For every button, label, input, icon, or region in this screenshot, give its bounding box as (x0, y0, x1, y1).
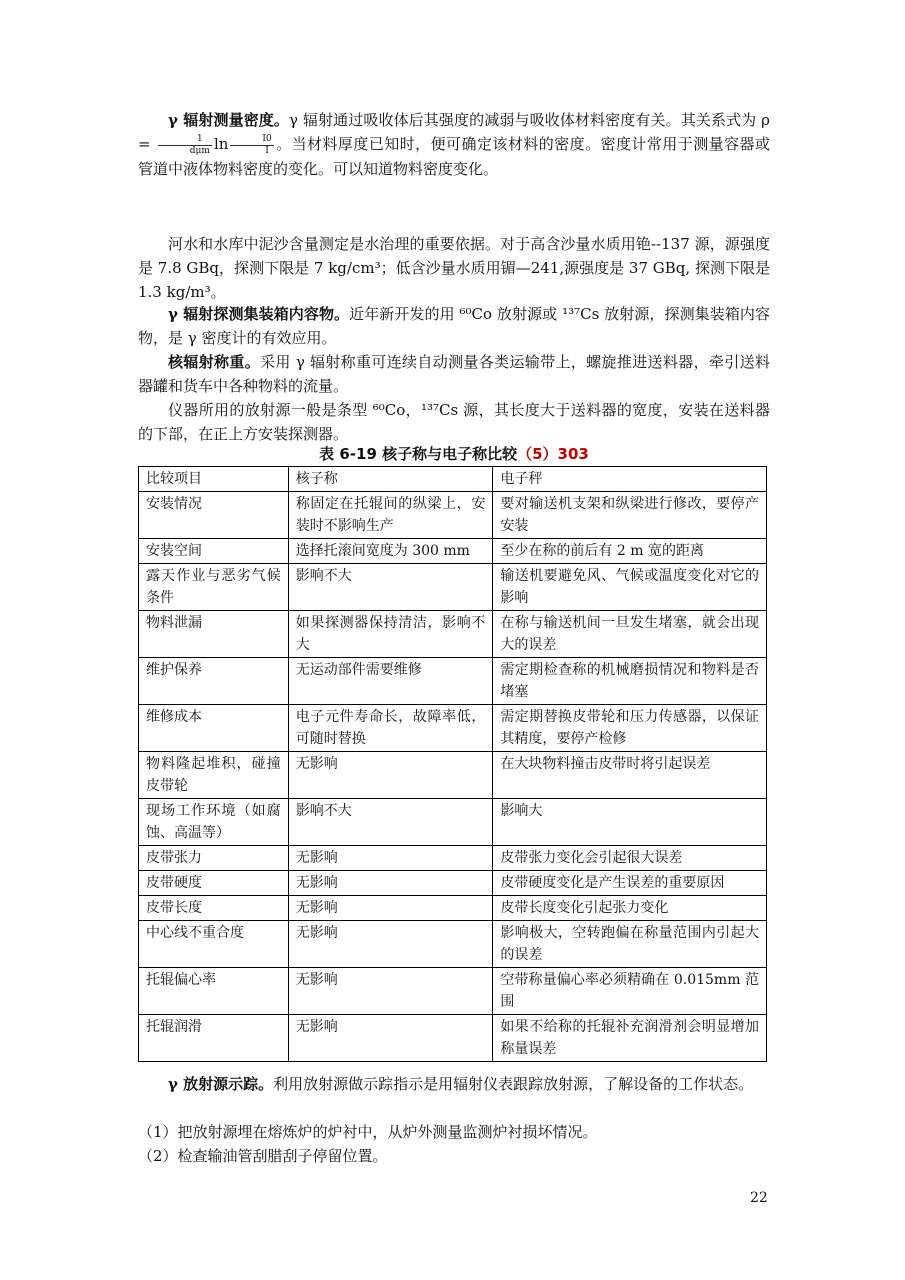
table-cell: 选择托滚间宽度为 300 mm (288, 539, 493, 564)
table-cell: 无影响 (288, 846, 493, 871)
formula-ln-fraction: $\frac{I0}{I}$ (230, 134, 273, 157)
table-cell: 无影响 (288, 896, 493, 921)
paragraph-title: 核辐射称重。 (168, 353, 261, 371)
table-cell: 皮带长度变化引起张力变化 (493, 896, 767, 921)
table-row (139, 846, 767, 871)
table-cell: 至少在称的前后有 2 m 宽的距离 (493, 539, 767, 564)
comparison-table (138, 466, 767, 1062)
paragraph-text: 近年新开发的用 ⁶⁰Co 放射源或 ¹³⁷Cs 放射源，探测集装箱内容物，是 γ 密度计的有效应用。 (138, 305, 770, 347)
list-item: （1）把放射源埋在熔炼炉的炉衬中，从炉外测量监测炉衬损坏情况。 (138, 1123, 598, 1141)
table-cell: 维护保养 (139, 658, 289, 705)
table-row (139, 492, 767, 539)
table-cell: 在大块物料撞击皮带时将引起误差 (493, 752, 767, 799)
table-row (139, 658, 767, 705)
paragraph-container-detection (138, 302, 770, 350)
table-cell: 物料泄漏 (139, 611, 289, 658)
table-cell: 安装情况 (139, 492, 289, 539)
header-cell: 电子秤 (493, 467, 767, 492)
table-cell: 托辊润滑 (139, 1015, 289, 1062)
paragraph-density-measurement (138, 108, 770, 181)
paragraph-text: 利用放射源做示踪指示是用辐射仪表跟踪放射源，了解设备的工作状态。 (273, 1075, 754, 1093)
list-item: （2）检查输油管刮腊刮子停留位置。 (138, 1147, 388, 1165)
paragraph-text: γ 辐射通过吸收体后其强度的减弱与吸收体材料密度有关。其关系式为 ρ = (138, 111, 770, 153)
table-row (139, 705, 767, 752)
table-cell: 如果不给称的托辊补充润滑剂会明显增加称量误差 (493, 1015, 767, 1062)
table-cell: 无影响 (288, 921, 493, 968)
paragraph-radiation-source (138, 398, 770, 446)
table-body (139, 467, 767, 1062)
table-cell: 电子元件寿命长，故障率低，可随时替换 (288, 705, 493, 752)
table-row (139, 968, 767, 1015)
paragraph-text: 河水和水库中泥沙含量测定是水治理的重要依据。对于高含沙量水质用铯--137 源，源强度是 7.8 GBq，探测下限是 7 kg/cm³；低含沙量水质用镅—241,源强度是 37 GBq, 探测下限是 1.3 kg/m³。 (138, 235, 770, 301)
table-cell: 如果探测器保持清洁，影响不大 (288, 611, 493, 658)
table-cell: 皮带硬度 (139, 871, 289, 896)
paragraph-nuclear-weighing (138, 350, 770, 398)
table-row (139, 1015, 767, 1062)
paragraph-tracer (138, 1072, 770, 1096)
paragraph-title: γ 辐射测量密度。 (168, 111, 290, 129)
table-cell: 影响极大，空转跑偏在称量范围内引起大的误差 (493, 921, 767, 968)
paragraph-text: 采用 γ 辐射称重可连续自动测量各类运输带上，螺旋推进送料器，牵引送料器罐和货车中各种物料的流量。 (138, 353, 770, 395)
table-cell: 物料隆起堆积，碰撞皮带轮 (139, 752, 289, 799)
table-cell: 皮带硬度变化是产生误差的重要原因 (493, 871, 767, 896)
table-cell: 无影响 (288, 752, 493, 799)
table-row (139, 564, 767, 611)
table-cell: 皮带长度 (139, 896, 289, 921)
table-caption: 表 6-19 核子称与电子称比较（5）303 (319, 445, 589, 463)
table-cell: 要对输送机支架和纵梁进行修改，要停产安装 (493, 492, 767, 539)
paragraph-title: γ 辐射探测集装箱内容物。 (168, 305, 350, 323)
table-row (139, 539, 767, 564)
paragraph-sediment (138, 232, 770, 304)
table-row (139, 896, 767, 921)
table-row (139, 871, 767, 896)
table-cell: 无影响 (288, 1015, 493, 1062)
table-row (139, 752, 767, 799)
formula-ln: ln (213, 135, 229, 153)
table-cell: 输送机要避免风、气候或温度变化对它的影响 (493, 564, 767, 611)
header-cell: 核子称 (288, 467, 493, 492)
table-cell: 在称与输送机间一旦发生堵塞，就会出现大的误差 (493, 611, 767, 658)
table-cell: 影响不大 (288, 799, 493, 846)
table-cell: 影响不大 (288, 564, 493, 611)
table-row (139, 611, 767, 658)
table-row (139, 921, 767, 968)
table-row (139, 799, 767, 846)
header-cell: 比较项目 (139, 467, 289, 492)
table-cell: 称固定在托辊间的纵梁上，安装时不影响生产 (288, 492, 493, 539)
table-cell: 需定期替换皮带轮和压力传感器，以保证其精度，要停产检修 (493, 705, 767, 752)
table-cell: 现场工作环境（如腐蚀、高温等） (139, 799, 289, 846)
table-cell: 皮带张力变化会引起很大误差 (493, 846, 767, 871)
table-cell: 托辊偏心率 (139, 968, 289, 1015)
table-cell: 需定期检查称的机械磨损情况和物料是否堵塞 (493, 658, 767, 705)
paragraph-text: 仪器所用的放射源一般是条型 ⁶⁰Co，¹³⁷Cs 源，其长度大于送料器的宽度，安装在送料器的下部，在正上方安装探测器。 (138, 401, 770, 443)
table-cell: 维修成本 (139, 705, 289, 752)
table-cell: 皮带张力 (139, 846, 289, 871)
paragraph-title: γ 放射源示踪。 (168, 1075, 274, 1093)
table-cell: 空带称量偏心率必须精确在 0.015mm 范围 (493, 968, 767, 1015)
table-header-row (139, 467, 767, 492)
table-cell: 无影响 (288, 871, 493, 896)
formula-fraction: $\frac{1}{\text{dμm}}$ (158, 134, 212, 157)
table-cell: 安装空间 (139, 539, 289, 564)
page-number: 22 (750, 1190, 768, 1206)
paragraph-text: 。当材料厚度已知时，便可确定该材料的密度。密度计常用于测量容器或管道中液体物料密度的变化。可以知道物料密度变化。 (138, 135, 770, 178)
table-cell: 露天作业与恶劣气候条件 (139, 564, 289, 611)
table-cell: 中心线不重合度 (139, 921, 289, 968)
table-cell: 无运动部件需要维修 (288, 658, 493, 705)
table-cell: 影响大 (493, 799, 767, 846)
table-cell: 无影响 (288, 968, 493, 1015)
